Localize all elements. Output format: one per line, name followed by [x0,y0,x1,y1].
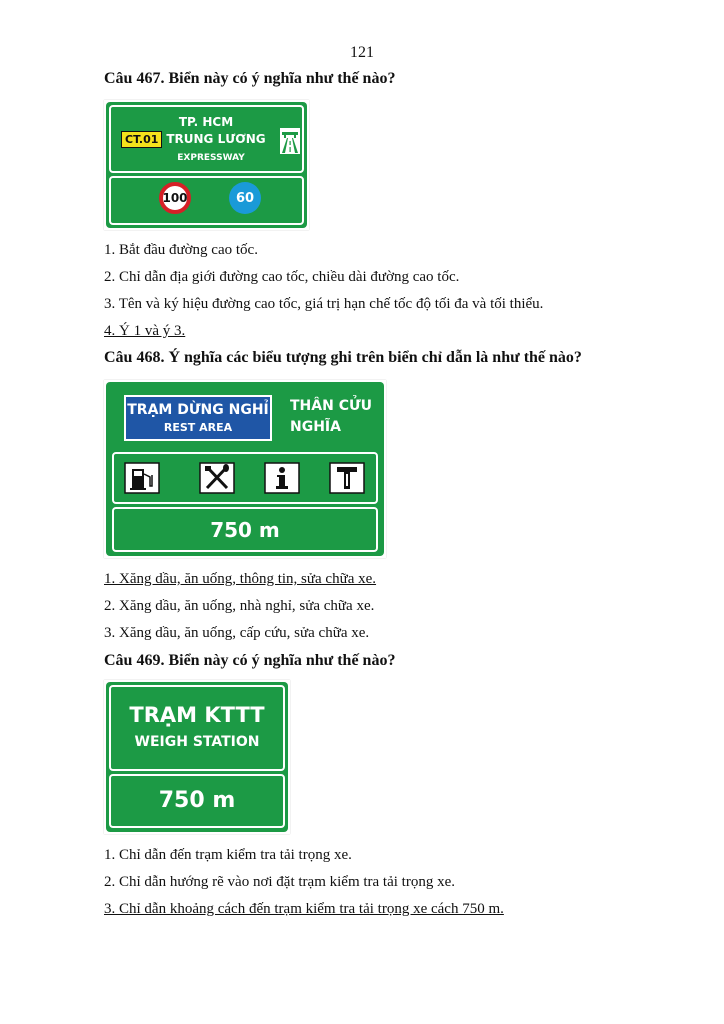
repair-icon [329,462,365,494]
q467-option-2: 2. Chỉ dẫn địa giới đường cao tốc, chiều dài đường cao tốc. [104,269,460,285]
weigh-station-top-panel [109,685,285,771]
max-speed-sign: 100 [159,182,191,214]
info-icon [264,462,300,494]
distance-panel [112,507,378,552]
type-label: EXPRESSWAY [177,153,245,163]
place-name-line2: NGHĨA [290,419,341,435]
page-number: 121 [350,44,374,61]
weigh-station-vi: TRẠM KTTT [129,703,265,727]
q469-option-2: 2. Chỉ dẫn hướng rẽ vào nơi đặt trạm kiểm tra tải trọng xe. [104,874,455,890]
city-label: TP. HCM [178,115,234,129]
expressway-icon [279,127,301,155]
q468-option-2: 2. Xăng dầu, ăn uống, nhà nghỉ, sửa chữa xe. [104,598,375,614]
weigh-station-distance-panel [109,774,285,828]
restaurant-icon [199,462,235,494]
sign-top-panel [109,105,304,173]
question-468-title: Câu 468. Ý nghĩa các biểu tượng ghi trên biển chỉ dẫn là như thế nào? [104,349,582,366]
q467-option-1: 1. Bắt đầu đường cao tốc. [104,242,258,258]
services-panel [112,452,378,504]
question-469-title: Câu 469. Biển này có ý nghĩa như thế nào? [104,652,396,669]
q469-option-1: 1. Chỉ dẫn đến trạm kiểm tra tải trọng xe. [104,847,352,863]
rest-area-box [124,395,272,441]
place-name-line1: THÂN CỬU [290,398,373,414]
sign-speed-panel [109,176,304,225]
q469-option-3: 3. Chỉ dẫn khoảng cách đến trạm kiểm tra tải trọng xe cách 750 m. [104,901,504,917]
route-code-badge: CT.01 [121,131,162,148]
weigh-station-distance: 750 m [158,788,236,813]
question-467-title: Câu 467. Biển này có ý nghĩa như thế nào? [104,70,396,87]
rest-area-en: REST AREA [163,421,233,434]
rest-area-distance: 750 m [210,518,280,542]
q468-option-1: 1. Xăng dầu, ăn uống, thông tin, sửa chữa xe. [104,571,377,587]
expressway-sign [104,100,309,230]
weigh-station-sign [104,680,290,834]
weigh-station-en: WEIGH STATION [134,734,260,750]
fuel-icon [124,462,160,494]
min-speed-sign: 60 [229,182,261,214]
place-label: TRUNG LƯƠNG [166,132,266,146]
rest-area-vi: TRẠM DỪNG NGHỈ [127,402,269,418]
q467-option-4: 4. Ý 1 và ý 3. [104,323,186,339]
q468-option-3: 3. Xăng dầu, ăn uống, cấp cứu, sửa chữa xe. [104,625,370,641]
rest-area-sign [104,380,386,558]
q467-option-3: 3. Tên và ký hiệu đường cao tốc, giá trị hạn chế tốc độ tối đa và tối thiểu. [104,296,544,312]
